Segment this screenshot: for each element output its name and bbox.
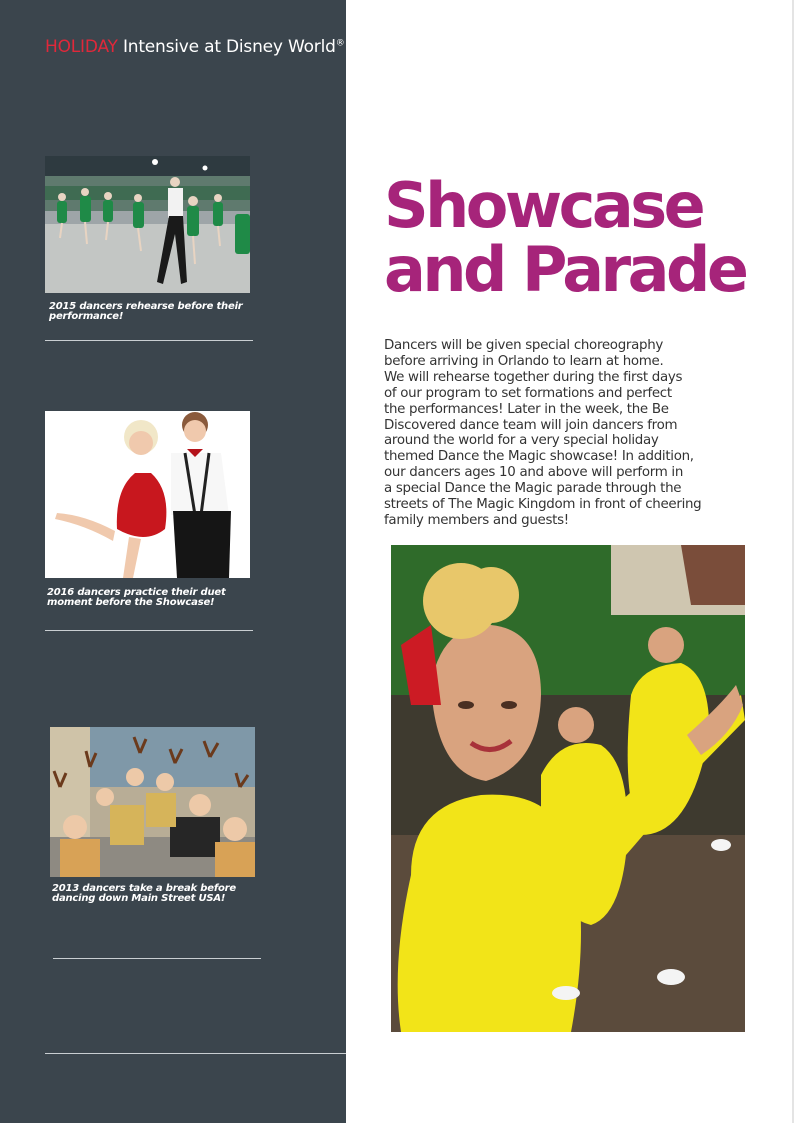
body-paragraph: Dancers will be given special choreography before arriving in Orlando to learn at home. We will rehearse together during the first days of our program to set formations and perfect the performances! Later in the week, the Be Discovered dance team will join dancers from around the world for a very special holiday themed Dance the Magic showcase! In addition, our dancers ages 10 and above will perform in a special Dance the Magic parade through the streets of The Magic Kingdom in front of cheering family members and guests! — [384, 338, 702, 528]
registered-mark: ® — [335, 38, 345, 49]
photo-reindeer-break — [50, 727, 255, 877]
sidebar-bottom-divider — [45, 1053, 346, 1054]
header-accent: HOLIDAY — [45, 37, 118, 57]
page-header — [45, 37, 345, 57]
page-title — [384, 169, 746, 306]
photo-rehearsal — [45, 156, 250, 293]
divider — [53, 958, 261, 959]
photo-caption: 2016 dancers practice their duet moment before the Showcase! — [47, 587, 226, 608]
header-title: Intensive at Disney World — [117, 37, 336, 57]
title-line-1: Showcase — [384, 169, 703, 242]
photo-duet — [45, 411, 250, 578]
divider — [45, 340, 253, 341]
photo-caption: 2015 dancers rehearse before their performance! — [49, 301, 243, 322]
photo-caption: 2013 dancers take a break before dancing down Main Street USA! — [52, 883, 236, 904]
divider — [45, 630, 253, 631]
photo-parade-dancer — [391, 545, 745, 1032]
title-line-2: and Parade — [384, 233, 746, 306]
